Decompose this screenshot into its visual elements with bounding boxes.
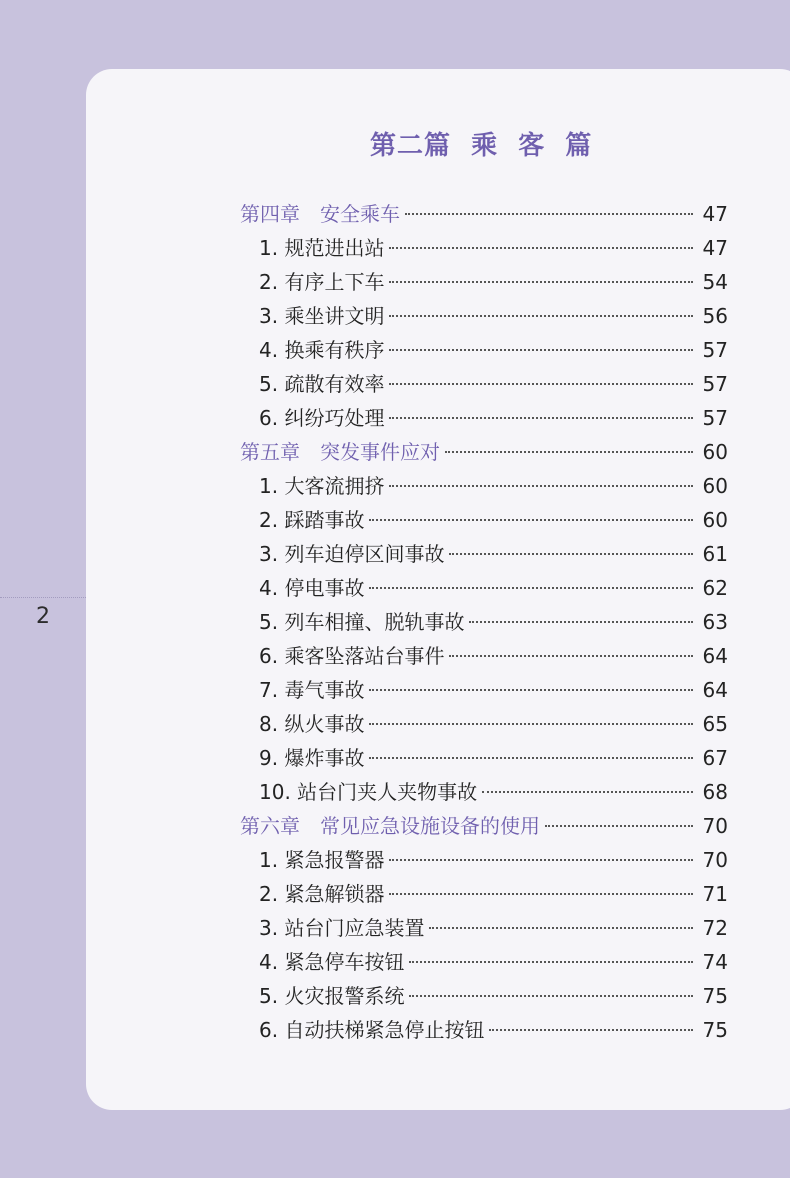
toc-page-number: 47: [702, 236, 728, 260]
toc-entry-title: [259, 741, 364, 775]
toc-entry-label: 7.: [259, 678, 279, 702]
table-of-contents: [240, 197, 728, 1047]
toc-entry-title: [259, 1013, 484, 1047]
toc-entry-label: 3.: [259, 542, 279, 566]
toc-entry-title-text: 大客流拥挤: [284, 474, 385, 498]
toc-entry-label: 1.: [259, 848, 279, 872]
toc-page-number: 57: [702, 406, 728, 430]
toc-entry-title-text: 紧急解锁器: [284, 882, 385, 906]
toc-item-entry: [240, 503, 728, 537]
toc-dot-leader: [389, 281, 693, 283]
toc-item-entry: [240, 911, 728, 945]
toc-page-number: 54: [702, 270, 728, 294]
toc-dot-leader: [389, 485, 693, 487]
toc-dot-leader: [389, 349, 693, 351]
toc-entry-label: 4.: [259, 950, 279, 974]
toc-entry-label: 第五章: [240, 440, 300, 464]
toc-item-entry: [240, 979, 728, 1013]
toc-entry-title-text: 停电事故: [284, 576, 365, 600]
toc-item-entry: [240, 231, 728, 265]
toc-entry-label: 2.: [259, 270, 279, 294]
toc-entry-title: [259, 469, 384, 503]
toc-item-entry: [240, 741, 728, 775]
toc-page-number: 75: [702, 1018, 728, 1042]
toc-entry-separator: [300, 440, 320, 464]
toc-dot-leader: [545, 825, 693, 827]
toc-item-entry: [240, 401, 728, 435]
toc-entry-title-text: 紧急报警器: [284, 848, 385, 872]
toc-dot-leader: [369, 757, 693, 759]
toc-dot-leader: [389, 247, 693, 249]
toc-chapter-entry: [240, 197, 728, 231]
page-number: 2: [36, 604, 50, 629]
toc-page-number: 57: [702, 338, 728, 362]
toc-entry-title-text: 站台门夹人夹物事故: [297, 780, 478, 804]
toc-item-entry: [240, 469, 728, 503]
toc-entry-label: 5.: [259, 372, 279, 396]
toc-entry-label: 4.: [259, 576, 279, 600]
toc-entry-title-text: 列车相撞、脱轨事故: [284, 610, 465, 634]
toc-entry-title: [240, 435, 440, 469]
toc-item-entry: [240, 299, 728, 333]
toc-page-number: 56: [702, 304, 728, 328]
part-title: 第二篇 乘 客 篇: [370, 131, 593, 161]
toc-entry-label: 1.: [259, 236, 279, 260]
toc-item-entry: [240, 707, 728, 741]
toc-page-number: 68: [702, 780, 728, 804]
toc-page-number: 75: [702, 984, 728, 1008]
toc-entry-title-text: 安全乘车: [320, 202, 400, 226]
toc-entry-title-text: 纵火事故: [284, 712, 365, 736]
toc-dot-leader: [389, 383, 693, 385]
toc-entry-title-text: 踩踏事故: [284, 508, 365, 532]
toc-dot-leader: [389, 417, 693, 419]
toc-dot-leader: [445, 451, 693, 453]
toc-entry-label: 6.: [259, 644, 279, 668]
toc-entry-separator: [300, 202, 320, 226]
toc-item-entry: [240, 367, 728, 401]
toc-dot-leader: [369, 587, 693, 589]
toc-page-number: 67: [702, 746, 728, 770]
toc-item-entry: [240, 877, 728, 911]
toc-entry-label: 1.: [259, 474, 279, 498]
toc-entry-label: 6.: [259, 406, 279, 430]
toc-item-entry: [240, 945, 728, 979]
toc-entry-title-text: 规范进出站: [284, 236, 385, 260]
toc-entry-title: [259, 775, 477, 809]
toc-page-number: 61: [702, 542, 728, 566]
toc-entry-title-text: 常见应急设施设备的使用: [320, 814, 540, 838]
page-edge-divider: [0, 597, 86, 598]
toc-entry-title: [259, 673, 364, 707]
toc-item-entry: [240, 1013, 728, 1047]
toc-entry-title: [259, 537, 444, 571]
toc-entry-title: [259, 843, 384, 877]
toc-entry-title-text: 换乘有秩序: [284, 338, 385, 362]
toc-item-entry: [240, 843, 728, 877]
toc-entry-title: [259, 299, 384, 333]
toc-entry-title-text: 有序上下车: [284, 270, 385, 294]
toc-dot-leader: [389, 893, 693, 895]
toc-chapter-entry: [240, 435, 728, 469]
toc-entry-title-text: 突发事件应对: [320, 440, 440, 464]
toc-dot-leader: [482, 791, 693, 793]
toc-entry-title: [259, 401, 384, 435]
toc-entry-label: 10.: [259, 780, 291, 804]
toc-dot-leader: [369, 723, 693, 725]
toc-page-number: 70: [702, 814, 728, 838]
toc-dot-leader: [369, 519, 693, 521]
toc-entry-title-text: 纠纷巧处理: [284, 406, 385, 430]
toc-page-number: 60: [702, 508, 728, 532]
toc-entry-title-text: 列车迫停区间事故: [284, 542, 445, 566]
toc-entry-title: [259, 639, 444, 673]
toc-entry-title-text: 自动扶梯紧急停止按钮: [284, 1018, 485, 1042]
toc-dot-leader: [449, 553, 693, 555]
toc-entry-title-text: 毒气事故: [284, 678, 365, 702]
toc-entry-separator: [300, 814, 320, 838]
toc-entry-label: 2.: [259, 508, 279, 532]
toc-dot-leader: [409, 961, 693, 963]
toc-page-number: 62: [702, 576, 728, 600]
toc-entry-title: [259, 979, 404, 1013]
toc-item-entry: [240, 265, 728, 299]
toc-page-number: 63: [702, 610, 728, 634]
toc-item-entry: [240, 537, 728, 571]
toc-entry-label: 第六章: [240, 814, 300, 838]
toc-dot-leader: [369, 689, 693, 691]
toc-item-entry: [240, 639, 728, 673]
toc-dot-leader: [389, 315, 693, 317]
toc-page-number: 70: [702, 848, 728, 872]
toc-page-number: 64: [702, 678, 728, 702]
toc-entry-title: [259, 503, 364, 537]
toc-entry-title: [259, 333, 384, 367]
toc-entry-label: 5.: [259, 610, 279, 634]
toc-entry-title: [259, 911, 424, 945]
toc-chapter-entry: [240, 809, 728, 843]
toc-dot-leader: [389, 859, 693, 861]
toc-entry-title: [259, 231, 384, 265]
toc-entry-title-text: 爆炸事故: [284, 746, 365, 770]
toc-dot-leader: [469, 621, 693, 623]
toc-entry-title: [259, 877, 384, 911]
toc-page-number: 60: [702, 440, 728, 464]
toc-page-number: 47: [702, 202, 728, 226]
toc-entry-title: [259, 707, 364, 741]
toc-entry-title-text: 火灾报警系统: [284, 984, 405, 1008]
toc-entry-label: 9.: [259, 746, 279, 770]
toc-entry-title: [240, 197, 400, 231]
toc-item-entry: [240, 605, 728, 639]
toc-dot-leader: [405, 213, 693, 215]
toc-page-number: 71: [702, 882, 728, 906]
toc-item-entry: [240, 673, 728, 707]
toc-entry-label: 6.: [259, 1018, 279, 1042]
toc-entry-label: 4.: [259, 338, 279, 362]
toc-entry-label: 3.: [259, 304, 279, 328]
toc-item-entry: [240, 333, 728, 367]
toc-page-number: 60: [702, 474, 728, 498]
toc-dot-leader: [489, 1029, 693, 1031]
toc-entry-title: [259, 571, 364, 605]
toc-entry-title: [240, 809, 540, 843]
toc-entry-title-text: 乘客坠落站台事件: [284, 644, 445, 668]
toc-dot-leader: [409, 995, 693, 997]
toc-entry-label: 8.: [259, 712, 279, 736]
toc-entry-title-text: 紧急停车按钮: [284, 950, 405, 974]
toc-page-number: 72: [702, 916, 728, 940]
toc-dot-leader: [429, 927, 693, 929]
toc-entry-title: [259, 945, 404, 979]
toc-page-number: 64: [702, 644, 728, 668]
toc-entry-title-text: 站台门应急装置: [284, 916, 425, 940]
toc-entry-title: [259, 367, 384, 401]
toc-page-number: 74: [702, 950, 728, 974]
toc-entry-label: 2.: [259, 882, 279, 906]
toc-entry-title-text: 乘坐讲文明: [284, 304, 385, 328]
toc-entry-title: [259, 265, 384, 299]
toc-page-number: 65: [702, 712, 728, 736]
toc-entry-title: [259, 605, 464, 639]
toc-item-entry: [240, 775, 728, 809]
toc-entry-title-text: 疏散有效率: [284, 372, 385, 396]
toc-page-number: 57: [702, 372, 728, 396]
toc-dot-leader: [449, 655, 693, 657]
toc-entry-label: 3.: [259, 916, 279, 940]
toc-item-entry: [240, 571, 728, 605]
toc-entry-label: 5.: [259, 984, 279, 1008]
toc-entry-label: 第四章: [240, 202, 300, 226]
